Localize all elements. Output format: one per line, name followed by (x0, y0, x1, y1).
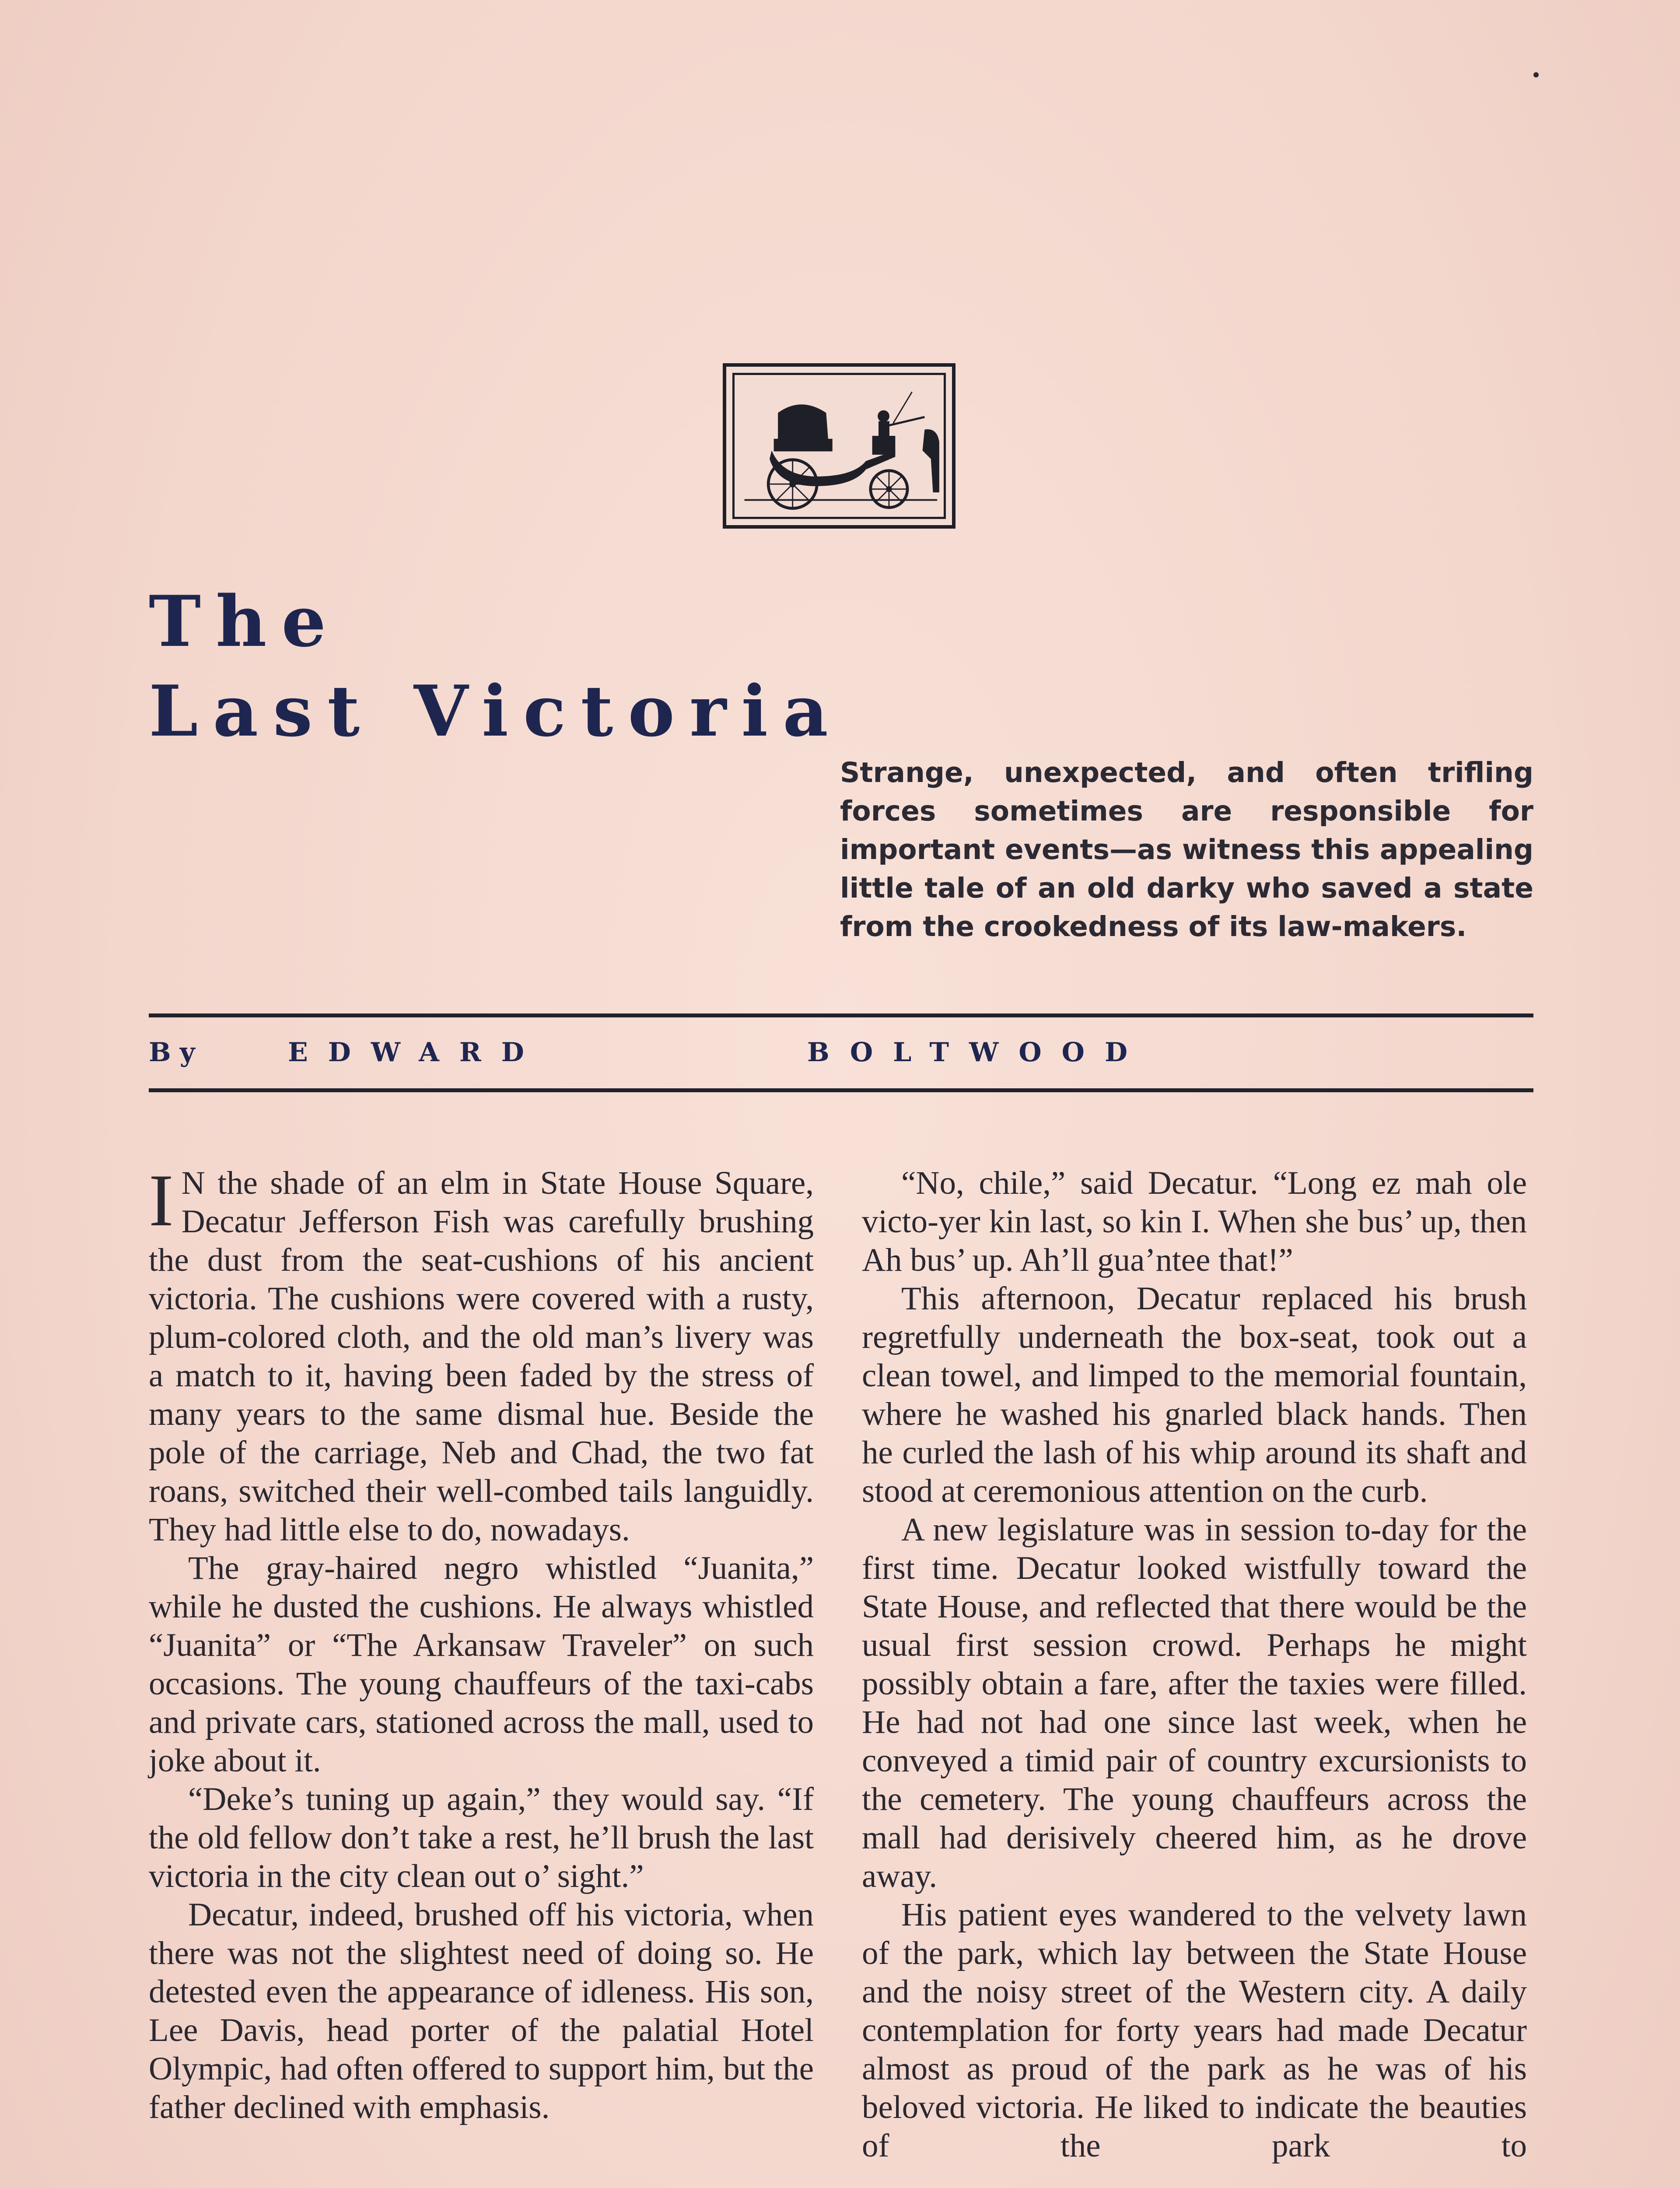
paragraph-text: N the shade of an elm in State House Square, Decatur Jefferson Fish was carefully brushing the dust from the seat-cushions of his ancient victoria. The cushions were covered with a rusty, plum-colored cloth, and the old man’s livery was a match to it, having been faded by the stress of many years to the same dismal hue. Beside the pole of the carriage, Neb and Chad, the two fat roans, switched their well-combed tails languidly. They had little else to do, nowadays. (149, 1165, 814, 1548)
left-column (149, 1159, 814, 2127)
paragraph: “Deke’s tuning up again,” they would say. “If the old fellow don’t take a rest, he’ll brush the last victoria in the city clean out o’ sight.” (149, 1781, 814, 1894)
author-first-name: EDWARD (288, 1037, 544, 1068)
paragraph (149, 1159, 814, 1549)
paragraph: The gray-haired negro whistled “Juanita,” while he dusted the cushions. He always whistled “Juanita” or “The Arkansaw Traveler” on such occasions. The young chauffeurs of the taxi-cabs and private cars, stationed across the mall, used to joke about it. (149, 1550, 814, 1779)
paragraph: A new legislature was in session to-day for the first time. Decatur looked wistfully toward the State House, and reflected that there would be the usual first session crowd. Perhaps he might possibly obtain a fare, after the taxies were filled. He had not had one since last week, when he conveyed a timid pair of country excursionists to the cemetery. The young chauffeurs across the mall had derisively cheered him, as he drove away. (862, 1511, 1527, 1894)
right-column (862, 1164, 1527, 2165)
horse-carriage-icon (726, 367, 952, 525)
paragraph: “No, chile,” said Decatur. “Long ez mah ole victo-yer kin last, so kin I. When she bus’ up, then Ah bus’ up. Ah’ll gua’ntee that!” (862, 1165, 1527, 1278)
ink-speck (1533, 72, 1539, 77)
byline-by: By (149, 1037, 204, 1068)
byline (149, 1037, 1533, 1072)
drop-cap: I (149, 1159, 174, 1241)
carriage-emblem (723, 363, 956, 529)
paragraph: Decatur, indeed, brushed off his victoria, when there was not the slightest need of doing so. He detested even the appearance of idleness. His son, Lee Davis, head porter of the palatial Hotel Olympic, had often offered to support him, but the father declined with emphasis. (149, 1897, 814, 2125)
paragraph: This afternoon, Decatur replaced his brush regretfully underneath the box-seat, took out a clean towel, and limped to the memorial fountain, where he washed his gnarled black hands. Then he curled the lash of his whip around its shaft and stood at ceremonious attention on the curb. (862, 1280, 1527, 1509)
byline-bottom-rule (149, 1088, 1533, 1092)
author-last-name: BOLTWOOD (807, 1037, 1148, 1068)
paragraph: His patient eyes wandered to the velvety lawn of the park, which lay between the State House and the noisy street of the Western city. A daily contemplation for forty years had made Decatur almost as proud of the park as he was of his beloved victoria. He liked to indicate the beauties of the park to (862, 1897, 1527, 2164)
article-teaser: Strange, unexpected, and often trifling forces sometimes are responsible for important events—as witness this appealing little tale of an old darky who saved a state from the crookedness of its law-makers. (840, 757, 1533, 943)
article-title-line-1: The (149, 580, 341, 663)
byline-top-rule (149, 1013, 1533, 1017)
article-title-line-2: Last Victoria (149, 670, 843, 752)
